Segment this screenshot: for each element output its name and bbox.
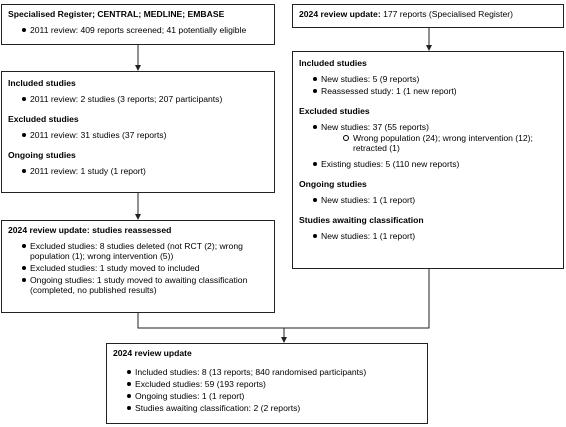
update-excluded-new-item [299, 122, 557, 153]
ongoing-studies-heading: Ongoing studies [8, 150, 76, 160]
update-search-detail: 177 reports (Specialised Register) [380, 9, 513, 19]
final-summary-item: Ongoing studies: 1 (1 report) [113, 391, 421, 401]
ongoing-2011-item: 2011 review: 1 study (1 report) [8, 166, 268, 176]
update-search-title: 2024 review update: [299, 9, 381, 19]
included-studies-heading: Included studies [8, 78, 76, 88]
reassessed-item: Excluded studies: 1 study moved to included [8, 263, 268, 273]
update-ongoing-heading: Ongoing studies [299, 179, 367, 189]
update-included-heading: Included studies [299, 58, 367, 68]
final-summary-title: 2024 review update [113, 348, 192, 358]
update-search-line [299, 9, 557, 19]
reassessed-title: 2024 review update: studies reassessed [8, 225, 172, 235]
update-awaiting-item: New studies: 1 (1 report) [299, 231, 557, 241]
search-sources-item: 2011 review: 409 reports screened; 41 potentially eligible [8, 25, 268, 35]
line-reassessed-to-merge [138, 313, 284, 328]
reassessed-item: Ongoing studies: 1 study moved to awaiting classification (completed, no published results) [8, 275, 268, 295]
final-summary-item: Excluded studies: 59 (193 reports) [113, 379, 421, 389]
update-excluded-reasons: Wrong population (24); wrong intervention (12); retracted (1) [343, 133, 557, 153]
update-excluded-heading: Excluded studies [299, 106, 370, 116]
included-2011-item: 2011 review: 2 studies (3 reports; 207 participants) [8, 94, 268, 104]
final-summary-item: Studies awaiting classification: 2 (2 reports) [113, 403, 421, 413]
reassessed-box [1, 220, 275, 313]
update-included-item: New studies: 5 (9 reports) [299, 74, 557, 84]
line-update-to-merge [284, 269, 429, 328]
final-summary-box [106, 343, 428, 424]
search-sources-box [1, 4, 275, 45]
update-excluded-existing-item: Existing studies: 5 (110 new reports) [299, 159, 557, 169]
final-summary-item: Included studies: 8 (13 reports; 840 randomised participants) [113, 367, 421, 377]
update-search-box [292, 4, 564, 28]
review-2011-box [1, 71, 275, 193]
update-excluded-new-label: New studies: 37 (55 reports) [321, 122, 429, 132]
update-included-item: Reassessed study: 1 (1 new report) [299, 86, 557, 96]
excluded-2011-item: 2011 review: 31 studies (37 reports) [8, 130, 268, 140]
reassessed-item: Excluded studies: 8 studies deleted (not RCT (2); wrong population (1); wrong intervention (5)) [8, 241, 268, 261]
update-ongoing-item: New studies: 1 (1 report) [299, 195, 557, 205]
search-sources-title: Specialised Register; CENTRAL; MEDLINE; EMBASE [8, 9, 225, 19]
update-studies-box [292, 51, 564, 269]
update-awaiting-heading: Studies awaiting classification [299, 215, 424, 225]
excluded-studies-heading: Excluded studies [8, 114, 79, 124]
